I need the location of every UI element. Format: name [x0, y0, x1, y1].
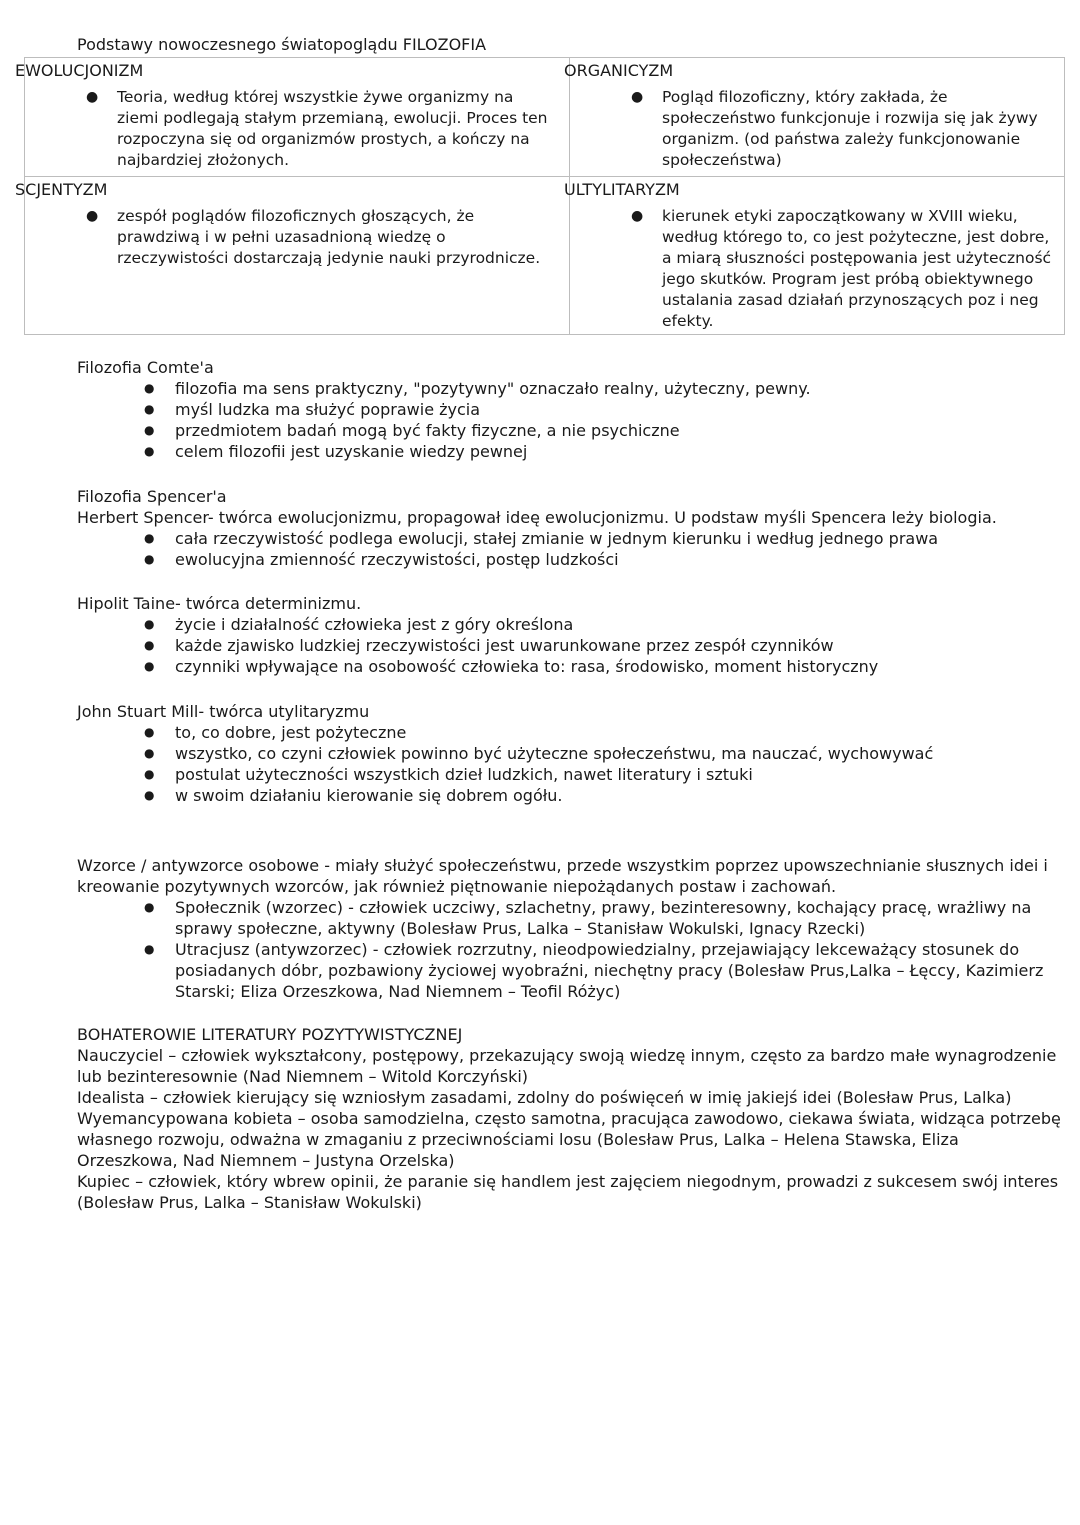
bullet-list — [77, 528, 1062, 570]
section-intro: Herbert Spencer- twórca ewolucjonizmu, propagował ideę ewolucjonizmu. U podstaw myśli Spencera leży biologia. — [77, 508, 997, 527]
cell-text: ● Teoria, według której wszystkie żywe organizmy na ziemi podlegają stałym przemianą, ewolucji. Proces ten rozpoczyna się od organizmów prostych, a kończy na najbardziej złożonych. — [86, 88, 548, 169]
cell-text: ● zespół poglądów filozoficznych głoszących, że prawdziwą i w pełni uzasadnioną wiedzę o rzeczywistości dostarczają jedynie nauki przyrodnicze. — [86, 207, 541, 267]
list-item: ● w swoim działaniu kierowanie się dobrem ogółu. — [175, 785, 1062, 806]
bullet-icon: ● — [86, 89, 99, 105]
table-cell-scjentyzm — [15, 177, 570, 334]
section-heading: Filozofia Spencer'a — [77, 487, 227, 506]
cell-text: ● kierunek etyki zapoczątkowany w XVIII wieku, według którego to, co jest pożyteczne, jest dobre, a miarą słuszności postępowania jest użyteczność jego skutków. Program jest próbą obiektywnego ustalania zasad działań przynoszących poz i neg efekty. — [631, 207, 1052, 330]
list-item: ● Utracjusz (antywzorzec) - człowiek rozrzutny, nieodpowiedzialny, przejawiający lekceważący stosunek do posiadanych dóbr, pozbawiony życiowej wyobraźni, niechętny pracy (Bolesław Prus,Lalka – Łęccy, Kazimierz Starski; Eliza Orzeszkowa, Nad Niemnem – Teofil Różyc) — [175, 939, 1062, 1002]
list-item: ● Społecznik (wzorzec) - człowiek uczciwy, szlachetny, prawy, bezinteresowny, kochający pracę, wrażliwy na sprawy społeczne, aktywny (Bolesław Prus, Lalka – Stanisław Wokulski, Ignacy Rzecki) — [175, 897, 1062, 939]
cell-heading: ORGANICYZM — [564, 61, 674, 80]
bullet-list — [77, 614, 1062, 677]
list-item: ● to, co dobre, jest pożyteczne — [175, 722, 1062, 743]
hero-entry: (Bolesław Prus, Lalka – Stanisław Wokulski) — [77, 1193, 422, 1212]
section-wzorce — [77, 855, 1062, 1002]
section-mill — [77, 701, 1062, 806]
bullet-list — [77, 897, 1062, 1002]
table-cell-ewolucjonizm — [15, 58, 570, 177]
section-heading: BOHATEROWIE LITERATURY POZYTYWISTYCZNEJ — [77, 1025, 463, 1044]
list-item: ● każde zjawisko ludzkiej rzeczywistości jest uwarunkowane przez zespół czynników — [175, 635, 1062, 656]
table-cell-utylitaryzm — [564, 177, 1064, 334]
section-bohaterowie — [77, 1024, 1062, 1213]
list-item: ● wszystko, co czyni człowiek powinno być użyteczne społeczeństwu, ma nauczać, wychowywać — [175, 743, 1062, 764]
cell-text: ● Pogląd filozoficzny, który zakłada, że społeczeństwo funkcjonuje i rozwija się jak żywy organizm. (od państwa zależy funkcjonowanie społeczeństwa) — [631, 88, 1038, 169]
list-item: ● cała rzeczywistość podlega ewolucji, stałej zmianie w jednym kierunku i według jednego prawa — [175, 528, 1062, 549]
list-item: ● przedmiotem badań mogą być fakty fizyczne, a nie psychiczne — [175, 420, 1062, 441]
list-item: ● celem filozofii jest uzyskanie wiedzy pewnej — [175, 441, 1062, 462]
section-spencer — [77, 486, 1062, 570]
hero-entry: Wyemancypowana kobieta – osoba samodzielna, często samotna, pracująca zawodowo, ciekawa świata, widząca potrzebę własnego rozwoju, odważna w zmaganiu z przeciwnościami losu (Bolesław Prus, Lalka – Helena Stawska, Eliza Orzeszkowa, Nad Niemnem – Justyna Orzelska) — [77, 1109, 1061, 1170]
section-intro: Wzorce / antywzorce osobowe - miały służyć społeczeństwu, przede wszystkim poprzez upowszechnianie słusznych idei i kreowanie pozytywnych wzorców, jak również piętnowanie niepożądanych postaw i zachowań. — [77, 856, 1048, 896]
list-item: ● życie i działalność człowieka jest z góry określona — [175, 614, 1062, 635]
cell-heading: ULTYLITARYZM — [564, 180, 680, 199]
section-heading: John Stuart Mill- twórca utylitaryzmu — [77, 702, 370, 721]
section-taine — [77, 593, 1062, 677]
list-item: ● filozofia ma sens praktyczny, "pozytywny" oznaczało realny, użyteczny, pewny. — [175, 378, 1062, 399]
cell-heading: EWOLUCJONIZM — [15, 61, 144, 80]
list-item: ● postulat użyteczności wszystkich dzieł ludzkich, nawet literatury i sztuki — [175, 764, 1062, 785]
cell-heading: SCJENTYZM — [15, 180, 108, 199]
bullet-icon: ● — [631, 208, 644, 224]
bullet-icon: ● — [86, 208, 99, 224]
hero-entry: Nauczyciel – człowiek wykształcony, postępowy, przekazujący swoją wiedzę innym, często za bardzo małe wynagrodzenie lub bezinteresownie (Nad Niemnem – Witold Korczyński) — [77, 1046, 1057, 1086]
hero-entry: Idealista – człowiek kierujący się wzniosłym zasadami, zdolny do poświęceń w imię jakiejś idei (Bolesław Prus, Lalka) — [77, 1088, 1012, 1107]
section-comte — [77, 357, 1062, 462]
section-heading: Hipolit Taine- twórca determinizmu. — [77, 594, 362, 613]
bullet-icon: ● — [631, 89, 644, 105]
hero-entry: Kupiec – człowiek, który wbrew opinii, że paranie się handlem jest zajęciem niegodnym, prowadzi z sukcesem swój interes — [77, 1172, 1059, 1191]
list-item: ● myśl ludzka ma służyć poprawie życia — [175, 399, 1062, 420]
definitions-table — [15, 57, 1065, 335]
page-title: Podstawy nowoczesnego światopoglądu FILOZOFIA — [77, 35, 487, 54]
list-item: ● ewolucyjna zmienność rzeczywistości, postęp ludzkości — [175, 549, 1062, 570]
bullet-list — [77, 378, 1062, 462]
section-heading: Filozofia Comte'a — [77, 358, 214, 377]
list-item: ● czynniki wpływające na osobowość człowieka to: rasa, środowisko, moment historyczny — [175, 656, 1062, 677]
bullet-list — [77, 722, 1062, 806]
table-cell-organicyzm — [564, 58, 1064, 177]
